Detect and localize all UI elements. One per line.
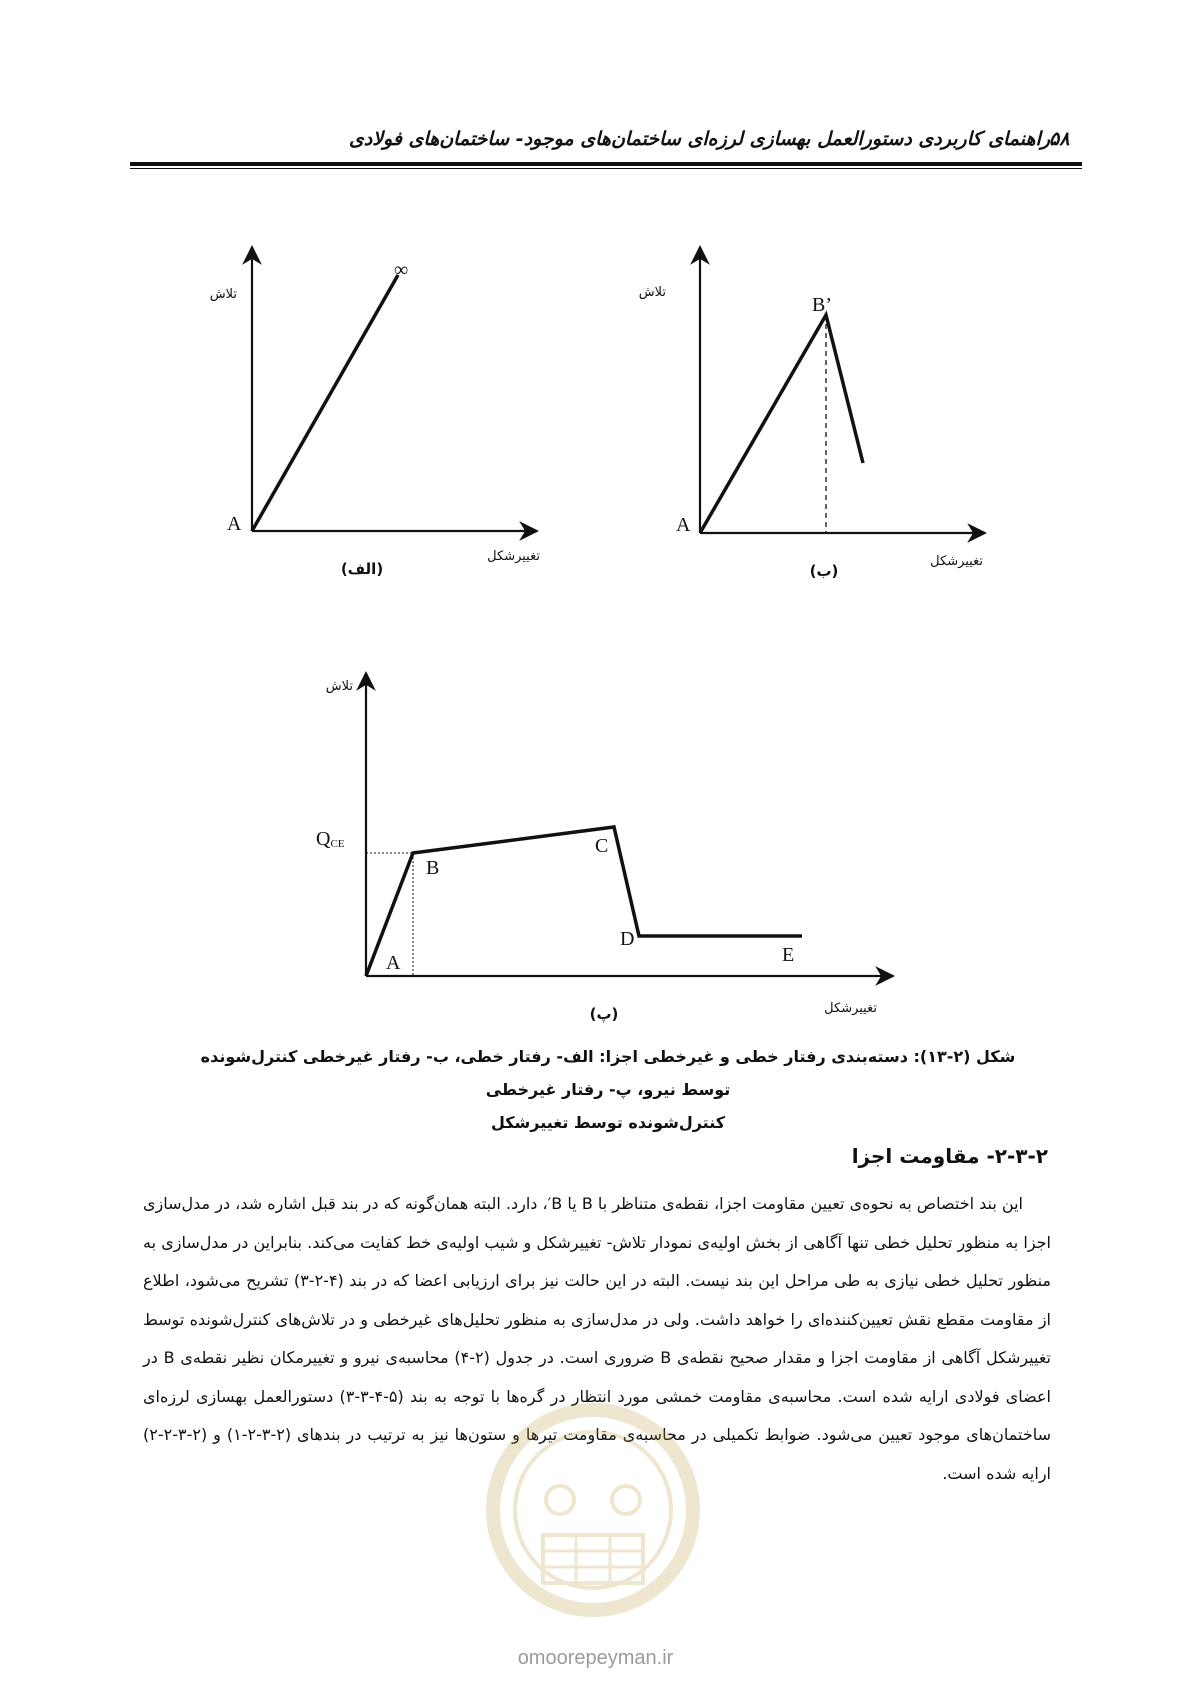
section-heading: ۲-۳-۲- مقاومت اجزا xyxy=(851,1144,1048,1168)
page-number: ۵۸ xyxy=(1049,128,1070,150)
be-x-label: تغییرشکل xyxy=(930,554,983,569)
body-paragraph: این بند اختصاص به نحوه‌ی تعیین مقاومت اجزا، نقطه‌ی متناظر با B یا B′، دارد. البته همان‌گونه که در بند قبل اشاره شد، در مدل‌سازی اجزا به منظور تحلیل خطی تنها آگاهی از بخش اولیه‌ی نمودار تلاش- تغییرشکل و شیب اولیه‌ی خط کفایت می‌کند. بنابراین در مدل‌سازی به منظور تحلیل خطی نیازی به طی مراحل این بند نیست. البته در این حالت نیز برای ارزیابی اعضا که در بند (۴-۲-۳) تشریح می‌شود، اطلاع از مقاومت مقطع نقش تعیین‌کننده‌ای را خواهد داشت. ولی در مدل‌سازی به منظور تحلیل‌های غیرخطی و در تلاش‌های کنترل‌شونده توسط تغییرشکل آگاهی از مقاومت اجزا و مقدار صحیح نقطه‌ی B ضروری است. در جدول (۲-۴) محاسبه‌ی نیرو و تغییرمکان نظیر نقطه‌ی B در اعضای فولادی ارایه شده است. محاسبه‌ی مقاومت خمشی مورد انتظار در گره‌ها با توجه به بند (۵-۴-۳-۳) دستورالعمل بهسازی لرزه‌ای ساختمان‌های موجود تعیین می‌شود. ضوابط تکمیلی در محاسبه‌ی مقاومت تیرها و ستون‌ها نیز به ترتیب در بندهای (۲-۳-۲-۱) و (۲-۳-۲-۲) ارایه شده است. xyxy=(143,1194,1052,1483)
alef-origin-label: A xyxy=(227,513,242,535)
alef-sub-label: (الف) xyxy=(340,560,384,578)
be-sub-label: (ب) xyxy=(809,562,839,580)
be-origin-label: A xyxy=(676,514,691,536)
pe-sub-label: (پ) xyxy=(589,1005,619,1023)
pe-point-a-label: A xyxy=(386,952,401,974)
alef-y-label: تلاش xyxy=(209,287,237,302)
alef-linear-line xyxy=(252,275,398,531)
pe-x-label: تغییرشکل xyxy=(824,1001,877,1016)
pe-qce-label: QCE xyxy=(316,828,345,850)
be-force-curve xyxy=(700,315,863,533)
pe-point-c-label: C xyxy=(595,835,609,857)
watermark-seal-icon xyxy=(478,1385,708,1645)
be-peak-label: B’ xyxy=(812,294,832,316)
alef-x-label: تغییرشکل xyxy=(487,549,540,564)
figure-pe xyxy=(316,673,893,1023)
pe-point-e-label: E xyxy=(782,944,795,966)
header-title: راهنمای کاربردی دستورالعمل بهسازی لرزه‌ای ساختمان‌های موجود- ساختمان‌های فولادی xyxy=(348,128,1050,150)
figure-caption xyxy=(180,1040,1036,1139)
be-y-label: تلاش xyxy=(638,285,666,300)
pe-point-b-label: B xyxy=(426,857,440,879)
caption-line-1: شکل (۲-۱۳): دسته‌بندی رفتار خطی و غیرخطی اجزا: الف- رفتار خطی، ب- رفتار غیرخطی کنترل‌شونده توسط نیرو، پ- رفتار غیرخطی xyxy=(200,1047,1016,1099)
alef-infinity-label: ∞ xyxy=(394,259,409,281)
pe-deformation-curve xyxy=(366,827,802,976)
figure-be xyxy=(639,247,985,580)
pe-y-label: تلاش xyxy=(325,679,353,694)
watermark-site: omoorepeyman.ir xyxy=(517,1647,674,1669)
pe-point-d-label: D xyxy=(620,928,635,950)
caption-line-2: کنترل‌شونده توسط تغییرشکل xyxy=(490,1113,726,1132)
figure-alef xyxy=(210,247,541,578)
